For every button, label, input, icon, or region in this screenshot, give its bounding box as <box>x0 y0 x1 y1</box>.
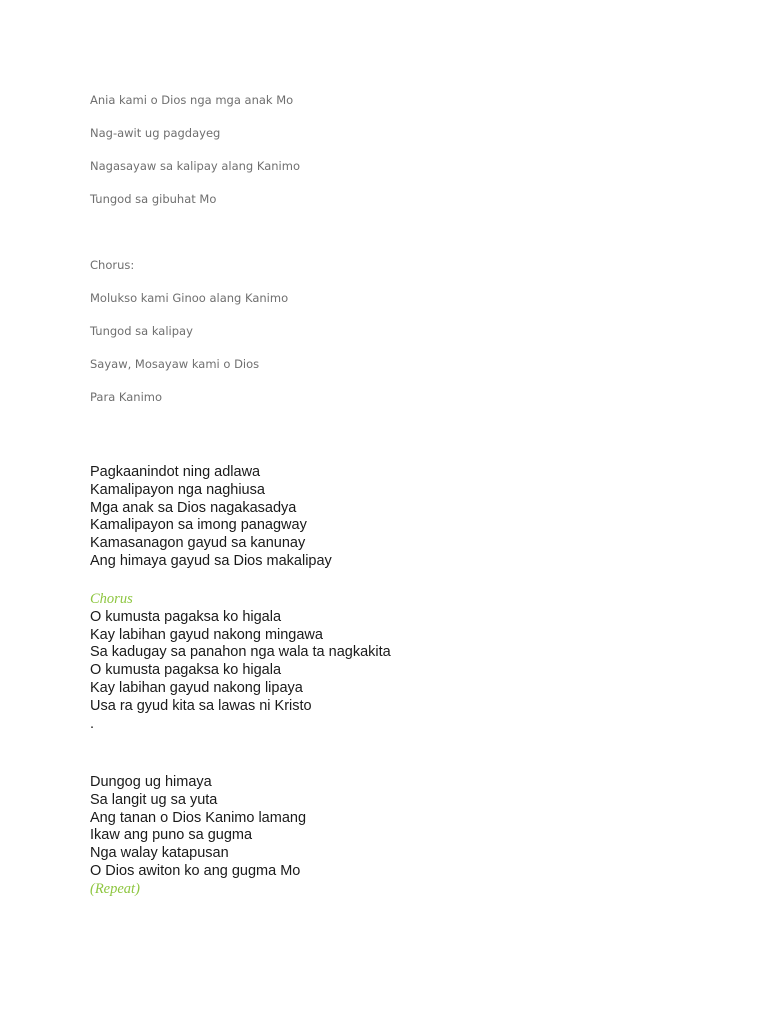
lyric-line: Ikaw ang puno sa gugma <box>90 827 253 844</box>
lyric-line: Nga walay katapusan <box>90 845 229 862</box>
lyric-line: Ania kami o Dios nga mga anak Mo <box>90 93 294 107</box>
verse-block <box>90 774 306 899</box>
lyric-line: Para Kanimo <box>90 390 163 404</box>
lyric-line: Tungod sa kalipay <box>90 324 193 338</box>
lyric-line: Nag-awit ug pagdayeg <box>90 126 221 140</box>
repeat-label: (Repeat) <box>90 880 140 897</box>
lyric-line: Sa kadugay sa panahon nga wala ta nagkakita <box>90 644 391 661</box>
lyric-line: O Dios awiton ko ang gugma Mo <box>90 862 301 879</box>
lyric-line: Tungod sa gibuhat Mo <box>90 192 217 206</box>
chorus-block <box>90 591 391 733</box>
lyric-line: Kamasanagon gayud sa kanunay <box>90 535 306 552</box>
lyric-line: Kamalipayon sa imong panagway <box>90 517 307 534</box>
lyric-line: Ang tanan o Dios Kanimo lamang <box>90 809 307 826</box>
lyric-line: Sa langit ug sa yuta <box>90 791 218 808</box>
lyric-line: Sayaw, Mosayaw kami o Dios <box>90 357 260 371</box>
lyric-line: Molukso kami Ginoo alang Kanimo <box>90 291 289 305</box>
lyric-line: Ang himaya gayud sa Dios makalipay <box>90 552 332 569</box>
lyric-line: Kamalipayon nga naghiusa <box>90 481 265 498</box>
lyric-line: O kumusta pagaksa ko higala <box>90 608 282 625</box>
lyric-line: Nagasayaw sa kalipay alang Kanimo <box>90 159 300 173</box>
lyric-line: . <box>90 715 95 732</box>
lyric-line: Kay labihan gayud nakong mingawa <box>90 626 323 643</box>
lyric-line: O kumusta pagaksa ko higala <box>90 662 282 679</box>
verse-block <box>90 464 332 571</box>
chorus-label: Chorus: <box>90 258 135 272</box>
chorus-heading: Chorus <box>90 591 133 607</box>
lyric-line: Dungog ug himaya <box>90 774 212 790</box>
lyric-line: Kay labihan gayud nakong lipaya <box>90 679 303 696</box>
lyric-line: Mga anak sa Dios nagakasadya <box>90 499 297 516</box>
lyric-line: Pagkaanindot ning adlawa <box>90 464 261 480</box>
lyric-line: Usa ra gyud kita sa lawas ni Kristo <box>90 697 312 714</box>
